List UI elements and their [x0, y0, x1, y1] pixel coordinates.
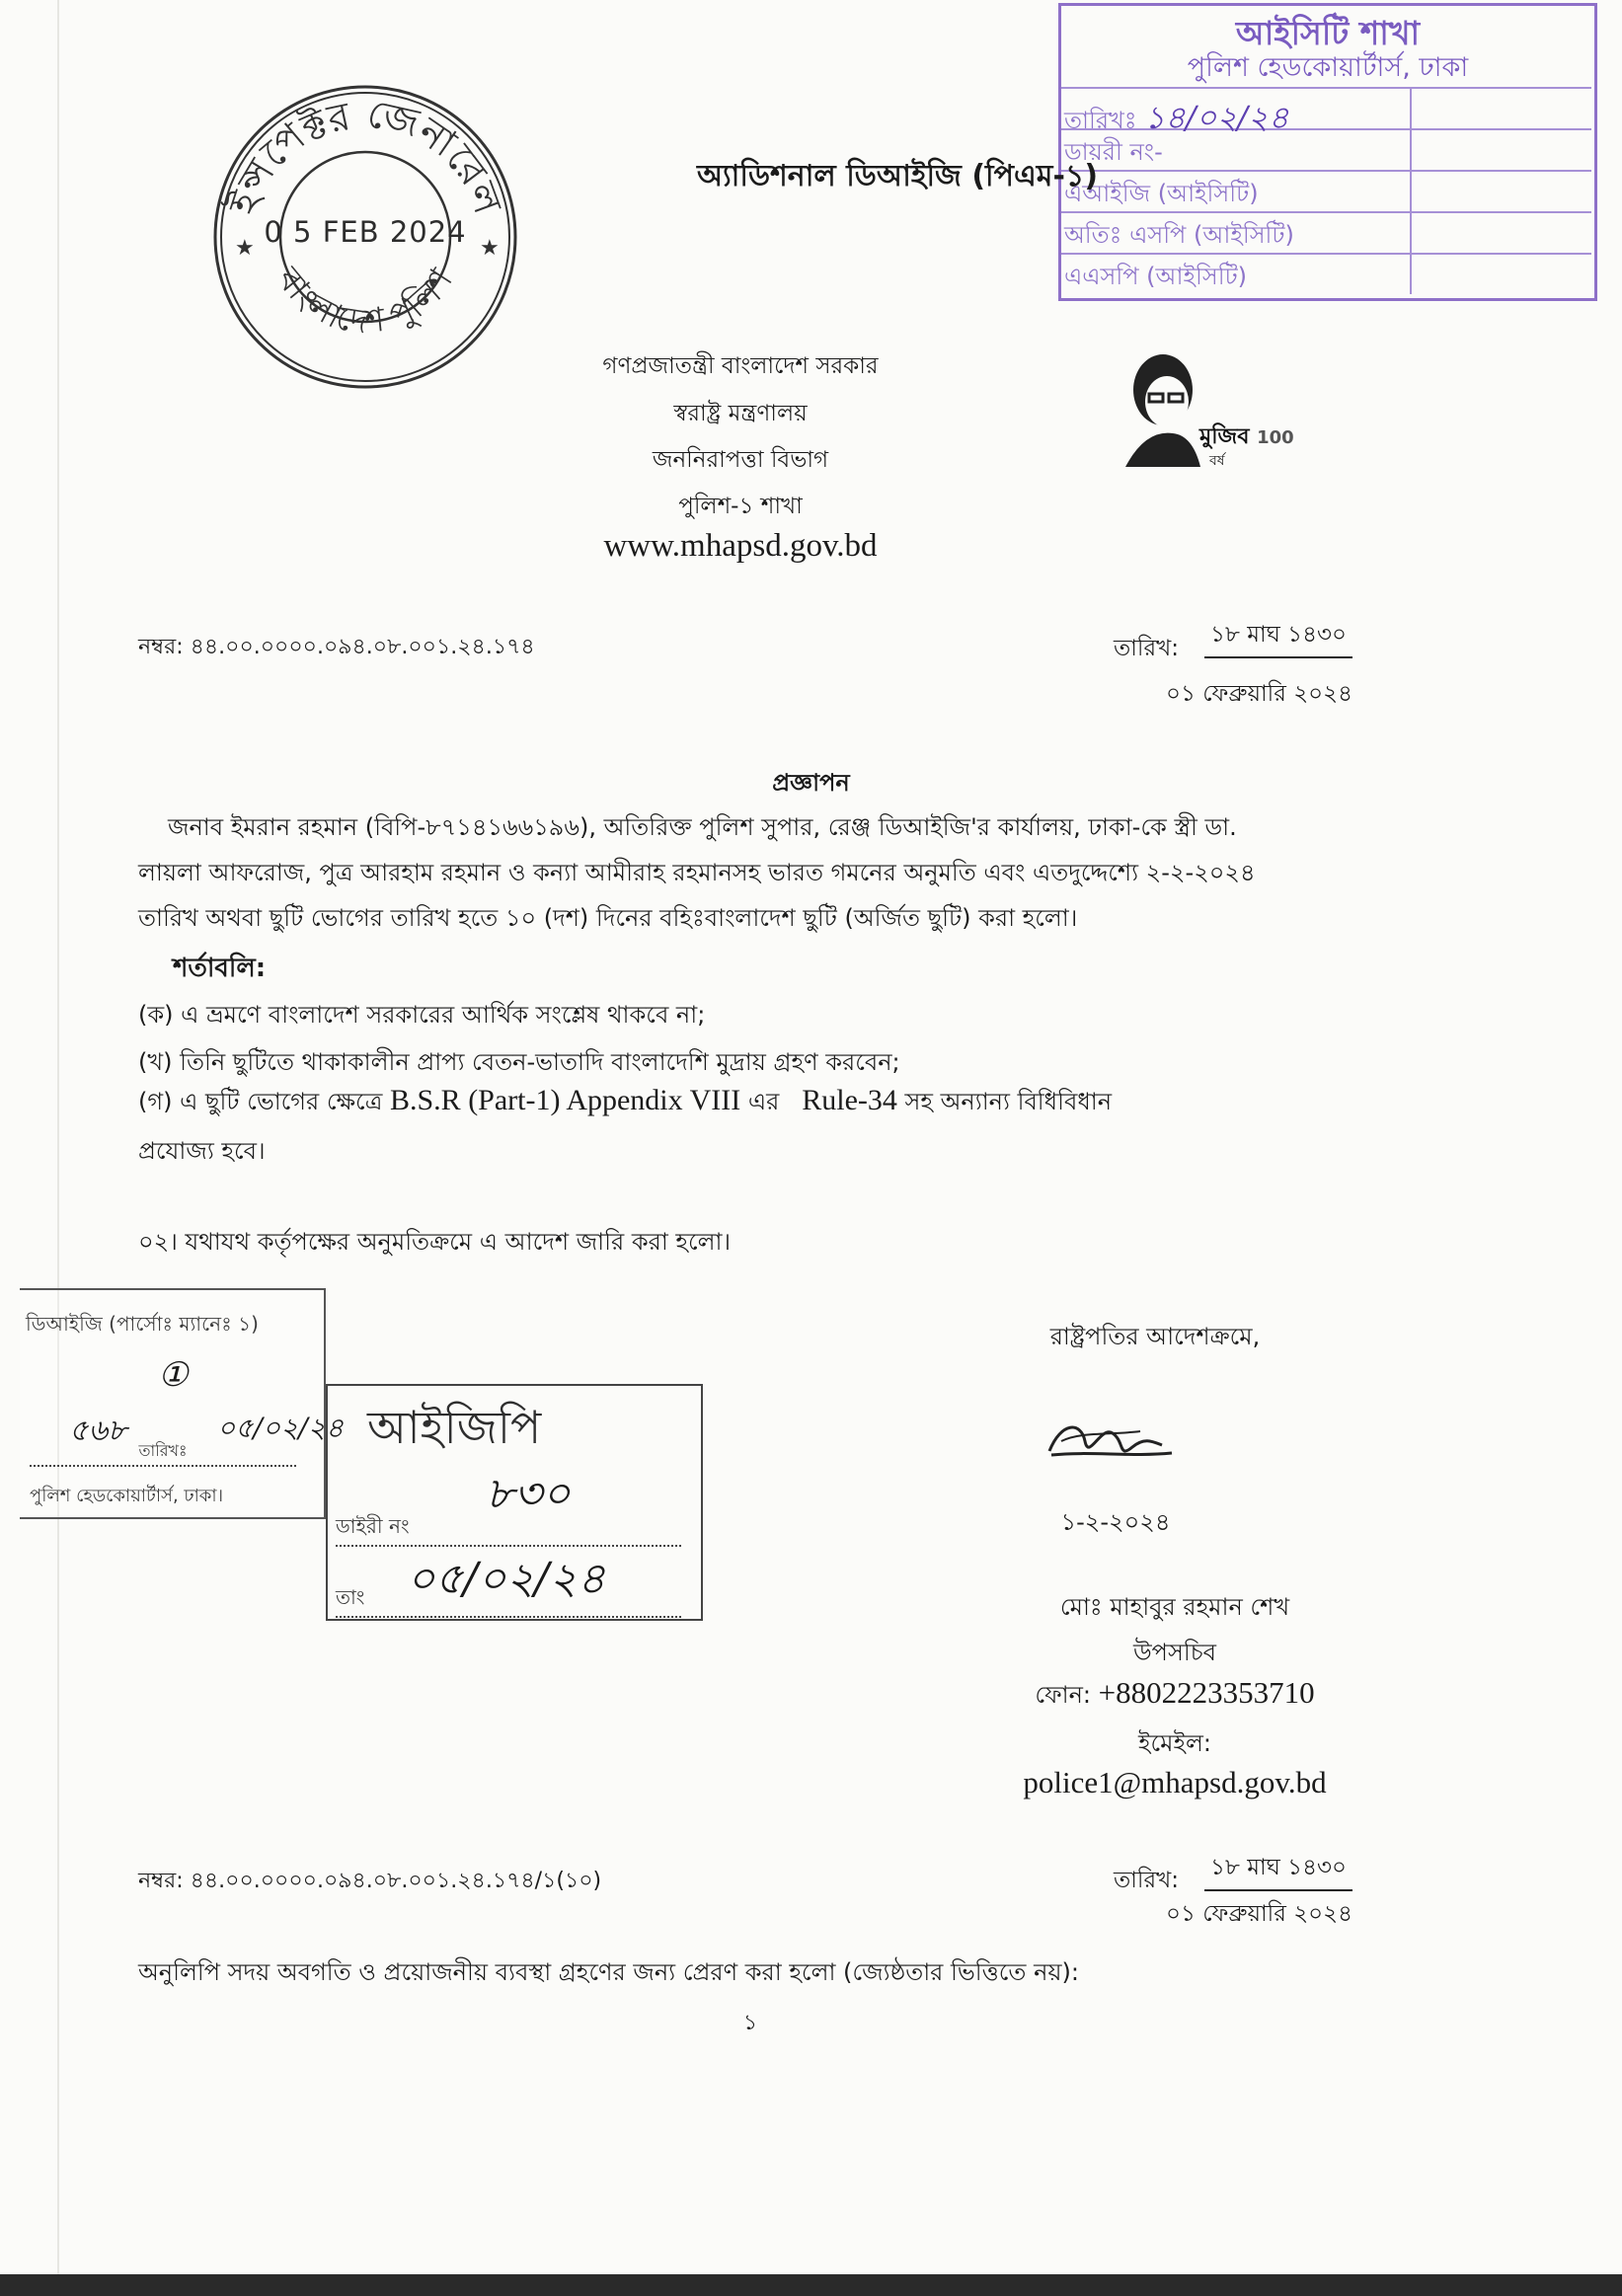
conditions-title: শর্তাবলি:	[173, 954, 267, 983]
clause-2: ০২। যথাযথ কর্তৃপক্ষের অনুমতিক্রমে এ আদেশ জারি করা হলো।	[138, 1228, 732, 1256]
mujib-logo-sub: বর্ষ	[1209, 453, 1225, 469]
ict-row: এআইজি (আইসিটি)	[1064, 180, 1259, 207]
ict-date-row: তারিখঃ ১৪/০২/২৪	[1064, 99, 1289, 136]
addl-dig-label: অ্যাডিশনাল ডিআইজি (পিএম-১)	[697, 159, 1099, 193]
dig-stamp-hand-no: ৫৬৮	[69, 1414, 127, 1448]
dig-stamp	[20, 1288, 345, 1519]
igp-stamp	[326, 1384, 703, 1621]
page-number: ১	[742, 2011, 758, 2035]
copy-line: অনুলিপি সদয় অবগতি ও প্রয়োজনীয় ব্যবস্থা গ্রহণের জন্য প্রেরণ করা হলো (জ্যেষ্ঠতার ভিত্তিতে নয়):	[138, 1958, 1079, 1986]
body-line-1: জনাব ইমরান রহমান (বিপি-৮৭১৪১৬৬১৯৬), অতিরিক্ত পুলিশ সুপার, রেঞ্জ ডিআইজি'র কার্যালয়, ঢাকা-কে স্ত্রী ডা.	[168, 813, 1237, 841]
dig-stamp-number: ①	[158, 1355, 189, 1395]
igp-stamp-diary-label: ডাইরী নং	[336, 1512, 681, 1547]
by-order-line: রাষ্ট্রপতির আদেশক্রমে,	[1049, 1323, 1261, 1350]
body-line-3: তারিখ অথবা ছুটি ভোগের তারিখ হতে ১০ (দশ) দিনের বহিঃবাংলাদেশ ছুটি (অর্জিত ছুটি) করা হলো।	[138, 904, 1078, 932]
date-label: তারিখ:	[1114, 1868, 1180, 1893]
divider	[1410, 87, 1412, 294]
condition-2: (খ) তিনি ছুটিতে থাকাকালীন প্রাপ্য বেতন-ভাতাদি বাংলাদেশি মুদ্রায় গ্রহণ করবেন;	[138, 1048, 900, 1076]
dig-stamp-footer: পুলিশ হেডকোয়ার্টার্স, ঢাকা।	[30, 1486, 224, 1506]
header-branch: পুলিশ-১ শাখা	[678, 494, 803, 519]
signatory-name: মোঃ মাহাবুর রহমান শেখ	[1059, 1593, 1290, 1621]
date-label: তারিখ:	[1114, 636, 1180, 661]
dig-stamp-title: ডিআইজি (পার্সোঃ ম্যানেঃ ১)	[26, 1312, 259, 1336]
signatory-designation: উপসচিব	[1132, 1639, 1217, 1666]
page-edge	[57, 0, 59, 2296]
signatory-email: police1@mhapsd.gov.bd	[1023, 1765, 1327, 1799]
igp-stamp-date-label: তাং	[336, 1583, 681, 1618]
email-label: ইমেইল:	[1138, 1729, 1211, 1757]
website: www.mhapsd.gov.bd	[603, 528, 878, 564]
condition-3: (গ) এ ছুটি ভোগের ক্ষেত্রে B.S.R (Part-1) Appendix VIII এর Rule-34 সহ অন্যান্য বিধিবিধান	[138, 1084, 1113, 1116]
seal-top-text: ইন্সপেক্টর জেনারেল	[220, 91, 510, 220]
signature-icon	[1042, 1412, 1180, 1471]
scan-edge	[0, 2274, 1622, 2296]
date-gregorian: ০১ ফেব্রুয়ারি ২০২৪	[1166, 681, 1352, 707]
date-bangla: ১৮ মাঘ ১৪৩০	[1204, 1849, 1352, 1891]
igp-stamp-hand-no: ৮৩০	[486, 1469, 571, 1519]
memo-number-copy: নম্বর: ৪৪.০০.০০০০.০৯৪.০৮.০০১.২৪.১৭৪/১(১০)	[138, 1869, 602, 1893]
seal-date: 0 5 FEB 2024	[264, 215, 467, 249]
condition-3-cont: প্রযোজ্য হবে।	[138, 1137, 266, 1165]
header-ministry: স্বরাষ্ট্র মন্ত্রণালয়	[673, 401, 808, 426]
ict-row: ডায়রী নং-	[1064, 138, 1163, 166]
igp-stamp-title: আইজিপি	[367, 1401, 542, 1454]
ict-date-handwritten: ১৪/০২/২৪	[1144, 99, 1289, 136]
seal-bottom-text: বাংলাদেশ পুলিশ	[269, 260, 462, 343]
signature-date: ১-২-২০২৪	[1060, 1508, 1171, 1536]
ict-stamp-subtitle: পুলিশ হেডকোয়ার্টার্স, ঢাকা	[1187, 52, 1469, 83]
signatory-phone: ফোন: +8802223353710	[1035, 1675, 1315, 1710]
dig-stamp-date-label: তারিখঃ	[30, 1438, 296, 1467]
date-bangla: ১৮ মাঘ ১৪৩০	[1204, 616, 1352, 658]
body-line-2: লায়লা আফরোজ, পুত্র আরহাম রহমান ও কন্যা আমীরাহ রহমানসহ ভারত গমনের অনুমতি এবং এতদুদ্দেশ্যে ২-২-২০২৪	[138, 859, 1256, 886]
ict-row: এএসপি (আইসিটি)	[1064, 263, 1248, 290]
ict-stamp-title: আইসিটি শাখা	[1235, 14, 1421, 52]
ict-row: অতিঃ এসপি (আইসিটি)	[1064, 221, 1294, 249]
header-govt: গণপ্রজাতন্ত্রী বাংলাদেশ সরকার	[602, 353, 879, 379]
mujib-logo-number: 100	[1257, 427, 1294, 448]
memo-number: নম্বর: ৪৪.০০.০০০০.০৯৪.০৮.০০১.২৪.১৭৪	[138, 635, 535, 659]
star-icon: ★	[480, 236, 500, 261]
dig-stamp-hand-date: ০৫/০২/২৪	[217, 1412, 345, 1444]
star-icon: ★	[235, 236, 255, 261]
notification-title: প্রজ্ঞাপন	[772, 769, 850, 797]
mujib-borsho-logo	[1116, 350, 1298, 474]
condition-1: (ক) এ ভ্রমণে বাংলাদেশ সরকারের আর্থিক সংশ্লেষ থাকবে না;	[138, 1001, 706, 1029]
mujib-logo-text: মুজিব	[1199, 424, 1250, 449]
igp-stamp-hand-date: ০৫/০২/২৪	[407, 1554, 606, 1604]
divider	[1061, 87, 1591, 89]
header-division: জননিরাপত্তা বিভাগ	[652, 447, 829, 473]
date-gregorian: ০১ ফেব্রুয়ারি ২০২৪	[1166, 1901, 1352, 1927]
